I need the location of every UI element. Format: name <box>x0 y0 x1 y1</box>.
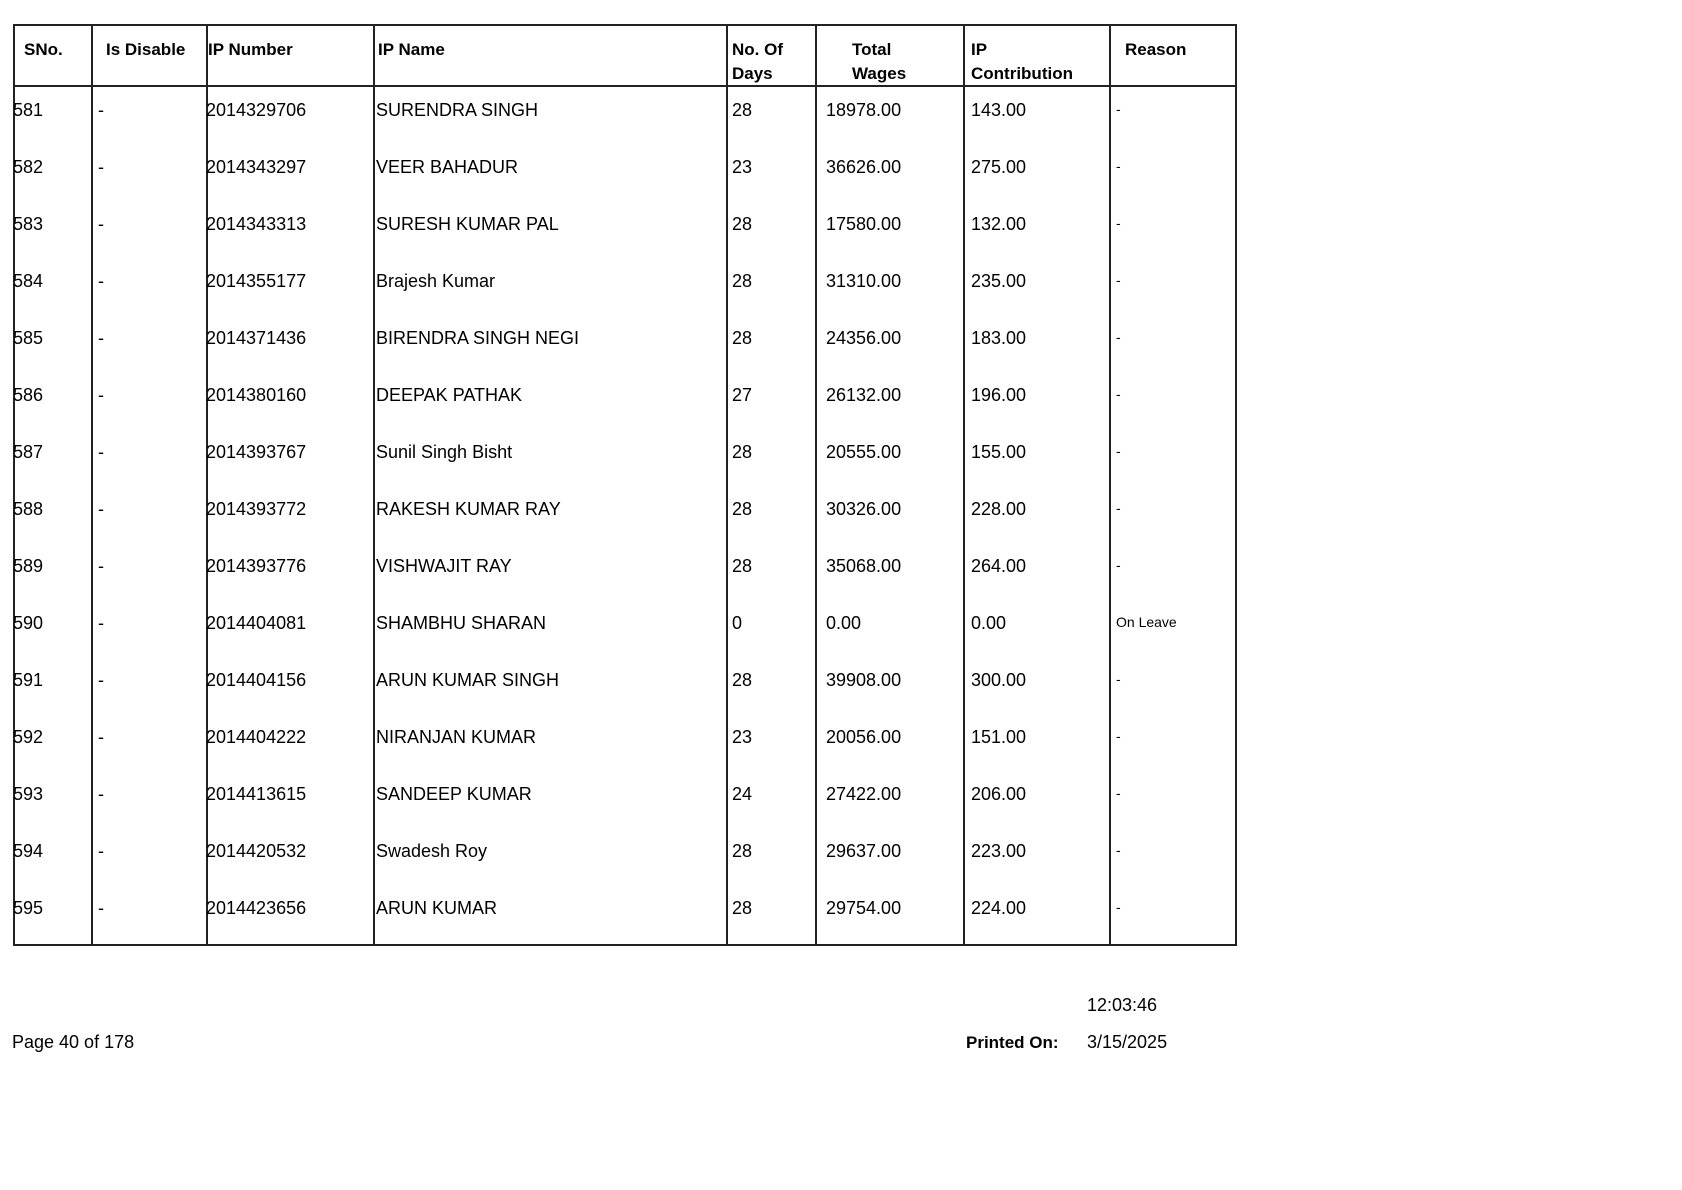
header-ip-number: IP Number <box>208 40 293 59</box>
cell-ip-number: 2014423656 <box>206 898 307 918</box>
cell-contribution: 132.00 <box>971 214 1027 234</box>
table-row <box>15 890 1235 947</box>
cell-reason: - <box>1116 329 1121 345</box>
cell-ip-number: 2014420532 <box>206 841 307 861</box>
cell-contribution: 275.00 <box>971 157 1027 177</box>
cell-reason: - <box>1116 557 1121 573</box>
header-ip-contribution <box>971 38 1073 86</box>
cell-days: 28 <box>732 328 753 348</box>
cell-ip-number: 2014393772 <box>206 499 307 519</box>
header-reason: Reason <box>1125 40 1187 59</box>
cell-ip-name: ARUN KUMAR SINGH <box>376 670 560 690</box>
cell-is-disable: - <box>98 670 104 690</box>
cell-sno: 581 <box>13 100 44 120</box>
cell-days: 28 <box>732 670 753 690</box>
cell-wages: 0.00 <box>826 613 862 633</box>
cell-days: 23 <box>732 727 753 747</box>
cell-ip-number: 2014413615 <box>206 784 307 804</box>
header-ip-name: IP Name <box>378 40 445 59</box>
cell-ip-number: 2014404156 <box>206 670 307 690</box>
cell-is-disable: - <box>98 214 104 234</box>
cell-sno: 582 <box>13 157 44 177</box>
cell-sno: 591 <box>13 670 44 690</box>
printed-on-label: Printed On: <box>966 1033 1059 1052</box>
cell-ip-name: Brajesh Kumar <box>376 271 496 291</box>
cell-is-disable: - <box>98 898 104 918</box>
header-is-disable: Is Disable <box>106 40 186 59</box>
cell-days: 0 <box>732 613 743 633</box>
header-no-of-days-line1: No. Of <box>732 40 783 59</box>
cell-wages: 20555.00 <box>826 442 902 462</box>
cell-ip-name: SHAMBHU SHARAN <box>376 613 547 633</box>
cell-reason: - <box>1116 500 1121 516</box>
cell-contribution: 264.00 <box>971 556 1027 576</box>
cell-contribution: 235.00 <box>971 271 1027 291</box>
cell-wages: 29754.00 <box>826 898 902 918</box>
cell-is-disable: - <box>98 841 104 861</box>
cell-contribution: 151.00 <box>971 727 1027 747</box>
cell-wages: 29637.00 <box>826 841 902 861</box>
cell-sno: 595 <box>13 898 44 918</box>
cell-wages: 39908.00 <box>826 670 902 690</box>
header-no-of-days <box>732 38 783 86</box>
cell-ip-name: VEER BAHADUR <box>376 157 519 177</box>
cell-ip-name: Sunil Singh Bisht <box>376 442 513 462</box>
cell-days: 28 <box>732 442 753 462</box>
cell-reason: - <box>1116 785 1121 801</box>
cell-reason: - <box>1116 215 1121 231</box>
header-sno: SNo. <box>24 40 63 59</box>
cell-sno: 585 <box>13 328 44 348</box>
cell-days: 27 <box>732 385 753 405</box>
cell-ip-number: 2014371436 <box>206 328 307 348</box>
table-row <box>15 263 1235 320</box>
cell-sno: 584 <box>13 271 44 291</box>
cell-ip-name: VISHWAJIT RAY <box>376 556 512 576</box>
cell-contribution: 300.00 <box>971 670 1027 690</box>
table-row <box>15 776 1235 833</box>
cell-days: 28 <box>732 271 753 291</box>
cell-wages: 36626.00 <box>826 157 902 177</box>
cell-sno: 589 <box>13 556 44 576</box>
cell-ip-number: 2014343297 <box>206 157 307 177</box>
table-row <box>15 662 1235 719</box>
cell-is-disable: - <box>98 784 104 804</box>
cell-is-disable: - <box>98 442 104 462</box>
cell-ip-name: Swadesh Roy <box>376 841 488 861</box>
cell-sno: 592 <box>13 727 44 747</box>
cell-sno: 594 <box>13 841 44 861</box>
table-row <box>15 206 1235 263</box>
cell-sno: 583 <box>13 214 44 234</box>
cell-days: 28 <box>732 214 753 234</box>
table-row <box>15 548 1235 605</box>
cell-wages: 26132.00 <box>826 385 902 405</box>
header-total-wages-line1: Total <box>852 40 892 59</box>
cell-reason: - <box>1116 899 1121 915</box>
table-row <box>15 719 1235 776</box>
cell-is-disable: - <box>98 556 104 576</box>
header-total-wages-line2: Wages <box>852 64 907 83</box>
cell-wages: 27422.00 <box>826 784 902 804</box>
cell-is-disable: - <box>98 328 104 348</box>
cell-days: 28 <box>732 100 753 120</box>
printed-time: 12:03:46 <box>1087 995 1158 1015</box>
cell-ip-name: SANDEEP KUMAR <box>376 784 532 804</box>
contribution-table <box>13 24 1237 946</box>
cell-is-disable: - <box>98 157 104 177</box>
cell-is-disable: - <box>98 100 104 120</box>
cell-wages: 35068.00 <box>826 556 902 576</box>
cell-contribution: 228.00 <box>971 499 1027 519</box>
cell-ip-number: 2014393767 <box>206 442 307 462</box>
cell-contribution: 143.00 <box>971 100 1027 120</box>
cell-reason: - <box>1116 158 1121 174</box>
cell-ip-number: 2014355177 <box>206 271 307 291</box>
cell-is-disable: - <box>98 499 104 519</box>
cell-ip-number: 2014343313 <box>206 214 307 234</box>
cell-contribution: 0.00 <box>971 613 1007 633</box>
cell-ip-name: RAKESH KUMAR RAY <box>376 499 561 519</box>
page-info: Page 40 of 178 <box>12 1032 135 1052</box>
cell-sno: 587 <box>13 442 44 462</box>
header-ip-contribution-line1: IP <box>971 40 988 59</box>
cell-days: 23 <box>732 157 753 177</box>
cell-reason: - <box>1116 272 1121 288</box>
cell-ip-number: 2014380160 <box>206 385 307 405</box>
cell-days: 28 <box>732 841 753 861</box>
cell-is-disable: - <box>98 385 104 405</box>
cell-days: 24 <box>732 784 753 804</box>
cell-ip-name: BIRENDRA SINGH NEGI <box>376 328 580 348</box>
table-row <box>15 605 1235 662</box>
table-row <box>15 149 1235 206</box>
cell-contribution: 224.00 <box>971 898 1027 918</box>
cell-sno: 593 <box>13 784 44 804</box>
table-row <box>15 92 1235 149</box>
cell-reason: On Leave <box>1116 614 1177 630</box>
cell-wages: 20056.00 <box>826 727 902 747</box>
cell-reason: - <box>1116 386 1121 402</box>
cell-sno: 588 <box>13 499 44 519</box>
cell-sno: 590 <box>13 613 44 633</box>
table-row <box>15 491 1235 548</box>
cell-ip-name: NIRANJAN KUMAR <box>376 727 537 747</box>
header-ip-contribution-line2: Contribution <box>971 64 1073 83</box>
printed-date: 3/15/2025 <box>1087 1032 1168 1052</box>
header-total-wages <box>852 38 906 86</box>
cell-ip-name: SURESH KUMAR PAL <box>376 214 559 234</box>
table-row <box>15 434 1235 491</box>
cell-reason: - <box>1116 842 1121 858</box>
cell-sno: 586 <box>13 385 44 405</box>
cell-reason: - <box>1116 671 1121 687</box>
cell-contribution: 223.00 <box>971 841 1027 861</box>
cell-ip-name: DEEPAK PATHAK <box>376 385 523 405</box>
cell-wages: 24356.00 <box>826 328 902 348</box>
table-row <box>15 377 1235 434</box>
cell-ip-name: ARUN KUMAR <box>376 898 498 918</box>
cell-contribution: 196.00 <box>971 385 1027 405</box>
cell-ip-number: 2014404081 <box>206 613 307 633</box>
cell-contribution: 155.00 <box>971 442 1027 462</box>
cell-days: 28 <box>732 556 753 576</box>
header-no-of-days-line2: Days <box>732 64 773 83</box>
cell-wages: 31310.00 <box>826 271 902 291</box>
cell-wages: 17580.00 <box>826 214 902 234</box>
cell-contribution: 183.00 <box>971 328 1027 348</box>
table-row <box>15 320 1235 377</box>
cell-ip-number: 2014329706 <box>206 100 307 120</box>
cell-days: 28 <box>732 898 753 918</box>
cell-contribution: 206.00 <box>971 784 1027 804</box>
cell-wages: 18978.00 <box>826 100 902 120</box>
cell-reason: - <box>1116 443 1121 459</box>
cell-ip-name: SURENDRA SINGH <box>376 100 539 120</box>
cell-ip-number: 2014393776 <box>206 556 307 576</box>
cell-wages: 30326.00 <box>826 499 902 519</box>
cell-days: 28 <box>732 499 753 519</box>
cell-is-disable: - <box>98 613 104 633</box>
cell-is-disable: - <box>98 271 104 291</box>
cell-is-disable: - <box>98 727 104 747</box>
cell-reason: - <box>1116 728 1121 744</box>
cell-reason: - <box>1116 101 1121 117</box>
table-row <box>15 833 1235 890</box>
cell-ip-number: 2014404222 <box>206 727 307 747</box>
